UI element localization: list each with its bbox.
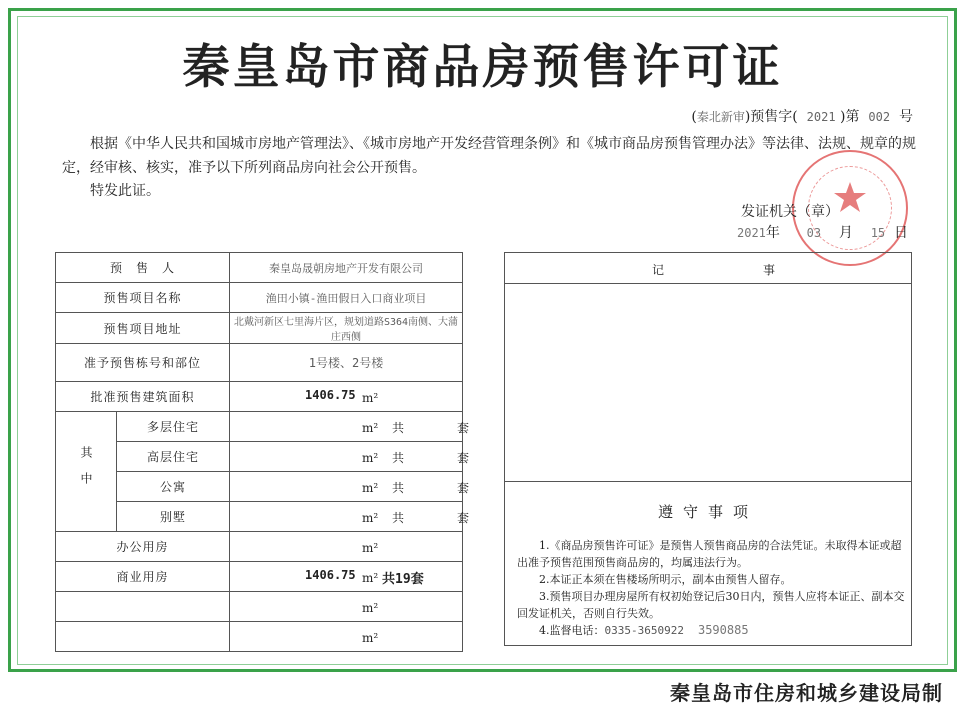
commercial-unit: m² xyxy=(362,571,379,585)
permit-mid: )第 xyxy=(840,109,860,125)
sub-row-unit: m² xyxy=(362,421,379,435)
project-address-label: 预售项目地址 xyxy=(56,313,230,344)
table-row xyxy=(56,622,463,652)
sub-row-unit: m² xyxy=(362,481,379,495)
sub-row-gong: 共 xyxy=(392,481,405,495)
issue-date xyxy=(737,222,908,242)
rules-list xyxy=(517,537,905,639)
table-row xyxy=(56,472,463,502)
seller-value: 秦皇岛晟朝房地产开发有限公司 xyxy=(230,253,463,283)
project-address-value: 北戴河新区七里海片区，规划道路S364南侧、大蒲庄西侧 xyxy=(230,313,463,344)
permit-prefix: 预售字( xyxy=(750,109,798,125)
sub-row-label: 高层住宅 xyxy=(117,442,230,472)
sub-row-gong: 共 xyxy=(392,451,405,465)
permit-paren-open: ( xyxy=(691,109,697,125)
table-row xyxy=(56,562,463,592)
notes-header-left: 记 xyxy=(652,263,665,277)
issue-day-unit: 日 xyxy=(894,225,909,241)
rule-item: 1.《商品房预售许可证》是预售人预售商品房的合法凭证。未取得本证或超出准予预售范围预售商品房的，均属违法行为。 xyxy=(517,539,902,569)
among-label: 其中 xyxy=(56,412,117,532)
permit-suffix: 号 xyxy=(899,109,913,125)
notes-header-right: 事 xyxy=(763,263,776,277)
commercial-sets: 共19套 xyxy=(382,572,424,587)
permit-number-value: 002 xyxy=(868,110,891,124)
sub-row-gong: 共 xyxy=(392,421,405,435)
intro-paragraph: 根据《中华人民共和国城市房地产管理法》、《城市房地产开发经营管理条例》和《城市商品房预售管理办法》等法律、法规、规章的规定，经审核、核实，准予以下所列商品房向社会公开预售。 xyxy=(62,136,916,176)
table-row xyxy=(56,313,463,344)
permit-number xyxy=(691,106,913,126)
office-unit: m² xyxy=(362,541,379,555)
rules-title: 遵守事项 xyxy=(657,503,758,521)
issuer-footer: 秦皇岛市住房和城乡建设局制 xyxy=(670,681,943,705)
sub-row-cell xyxy=(230,442,470,472)
sub-row-cell xyxy=(230,502,470,532)
sub-row-tao: 套 xyxy=(457,451,470,465)
sub-row-label: 多层住宅 xyxy=(117,412,230,442)
issue-year-unit: 年 xyxy=(765,225,780,241)
certificate-title: 秦皇岛市商品房预售许可证 xyxy=(182,40,783,95)
phone-label: 4.监督电话： xyxy=(539,624,605,637)
approved-area-value: 1406.75 xyxy=(305,388,356,402)
blank-label xyxy=(56,592,230,622)
issue-month-unit: 月 xyxy=(838,225,853,241)
buildings-label: 准予预售栋号和部位 xyxy=(56,344,230,382)
permit-year: 2021 xyxy=(806,110,836,124)
issue-month: 03 xyxy=(806,226,822,240)
phone-number-2: 3590885 xyxy=(697,623,749,637)
rule-item-phone xyxy=(517,622,905,639)
commercial-cell xyxy=(230,562,463,592)
table-row xyxy=(56,592,463,622)
presale-info-table xyxy=(55,252,470,652)
project-name-label: 预售项目名称 xyxy=(56,283,230,313)
approved-area-unit: m² xyxy=(362,391,379,405)
issuing-authority: 发证机关（章） xyxy=(741,204,839,220)
table-row xyxy=(56,382,463,412)
phone-number: 0335-3650922 xyxy=(604,624,684,637)
table-row xyxy=(56,283,463,313)
sub-row-gong: 共 xyxy=(392,511,405,525)
notes-panel xyxy=(504,252,912,646)
table-row xyxy=(56,502,463,532)
table-row xyxy=(56,253,463,283)
commercial-area-value: 1406.75 xyxy=(305,568,356,582)
approved-area-cell xyxy=(230,382,463,412)
commercial-label: 商业用房 xyxy=(56,562,230,592)
issue-day: 15 xyxy=(870,226,886,240)
sub-row-label: 公寓 xyxy=(117,472,230,502)
buildings-value: 1号楼、2号楼 xyxy=(230,344,463,382)
office-label: 办公用房 xyxy=(56,532,230,562)
office-cell xyxy=(230,532,463,562)
blank-unit: m² xyxy=(362,631,379,645)
sub-row-tao: 套 xyxy=(457,511,470,525)
blank-unit: m² xyxy=(362,601,379,615)
sub-row-tao: 套 xyxy=(457,481,470,495)
sub-row-tao: 套 xyxy=(457,421,470,435)
notes-header xyxy=(505,253,911,284)
approved-area-label: 批准预售建筑面积 xyxy=(56,382,230,412)
table-row xyxy=(56,344,463,382)
sub-row-cell xyxy=(230,472,470,502)
project-name-value: 渔田小镇-渔田假日入口商业项目 xyxy=(230,283,463,313)
permit-area-code: 秦北新审 xyxy=(696,110,745,124)
issue-year: 2021 xyxy=(737,226,766,240)
sub-row-unit: m² xyxy=(362,451,379,465)
notes-divider xyxy=(505,481,911,482)
seller-label: 预 售 人 xyxy=(56,253,230,283)
table-row xyxy=(56,442,463,472)
blank-cell xyxy=(230,622,463,652)
permit-paren-close: ) xyxy=(744,109,751,125)
rule-item: 3.预售项目办理房屋所有权初始登记后30日内，预售人应将本证正、副本交回发证机关，否则自行失效。 xyxy=(517,590,905,620)
rule-item: 2.本证正本须在售楼场所明示，副本由预售人留存。 xyxy=(539,573,792,586)
table-row xyxy=(56,412,463,442)
sub-row-unit: m² xyxy=(362,511,379,525)
table-row xyxy=(56,532,463,562)
sub-row-label: 别墅 xyxy=(117,502,230,532)
sub-row-cell xyxy=(230,412,470,442)
blank-cell xyxy=(230,592,463,622)
special-note: 特发此证。 xyxy=(90,183,160,199)
blank-label xyxy=(56,622,230,652)
